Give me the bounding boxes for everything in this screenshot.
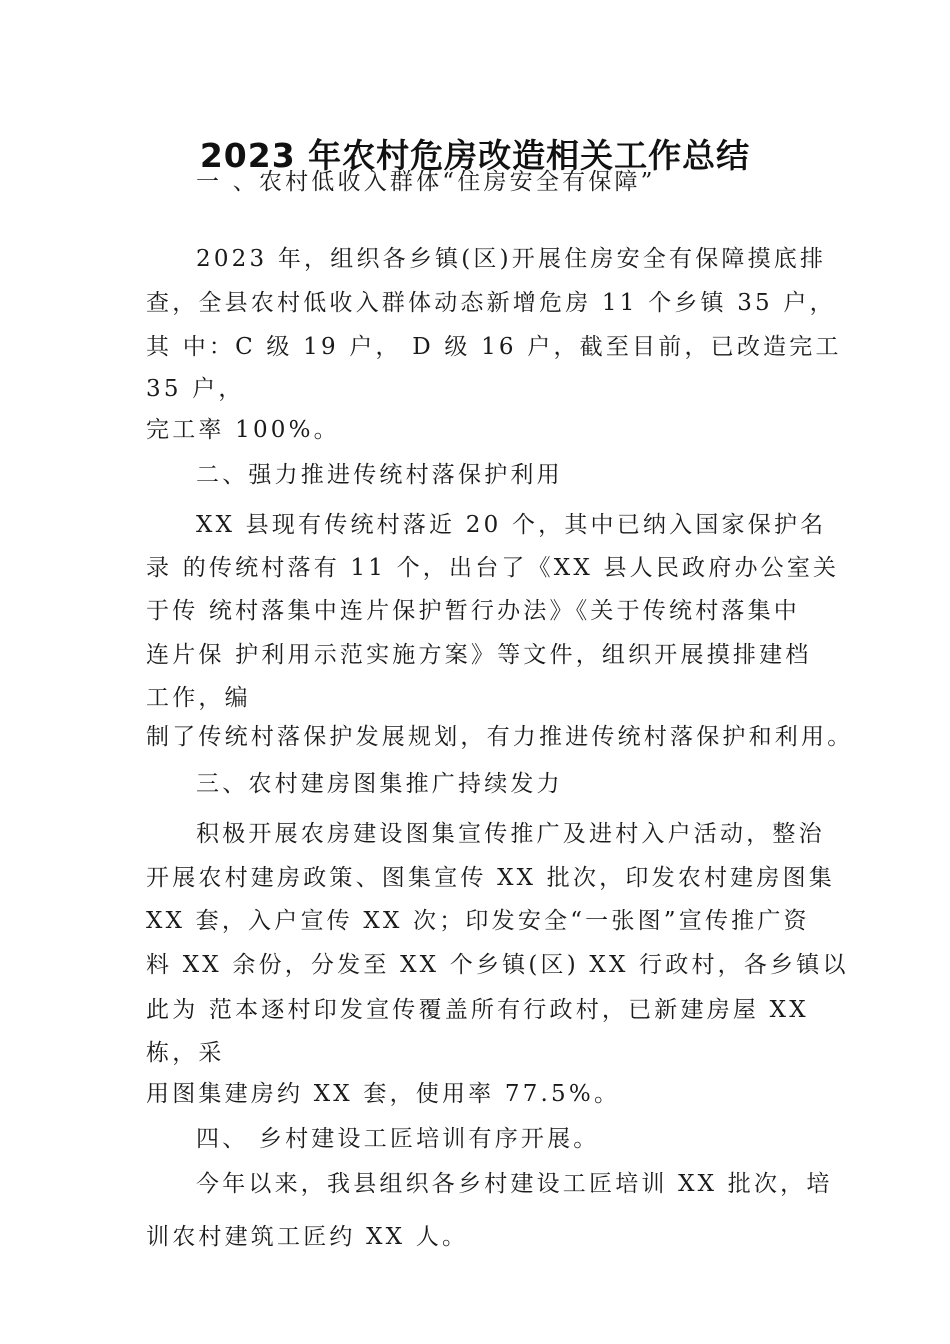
paragraph-line: 35 户， xyxy=(146,376,245,402)
paragraph-line: XX 套，入户宣传 XX 次；印发安全“一张图”宣传推广资 xyxy=(146,908,810,934)
section-heading-1: 一 、农村低收入群体“住房安全有保障” xyxy=(196,169,656,195)
paragraph-line: 查，全县农村低收入群体动态新增危房 11 个乡镇 35 户， xyxy=(146,290,836,316)
paragraph-line: 积极开展农房建设图集宣传推广及进村入户活动，整治 xyxy=(196,821,825,847)
paragraph-line: 连片保 护利用示范实施方案》等文件，组织开展摸排建档 xyxy=(146,642,812,668)
paragraph-line: XX 县现有传统村落近 20 个，其中已纳入国家保护名 xyxy=(196,512,827,538)
paragraph-line: 录 的传统村落有 11 个，出台了《XX 县人民政府办公室关 xyxy=(146,555,840,581)
section-heading-2: 二、强力推进传统村落保护利用 xyxy=(196,462,563,488)
paragraph-line: 完工率 100%。 xyxy=(146,417,340,443)
paragraph-line: 工作，编 xyxy=(146,685,251,711)
paragraph-line: 于传 统村落集中连片保护暂行办法》《关于传统村落集中 xyxy=(146,598,801,624)
paragraph-line: 栋，采 xyxy=(146,1040,225,1066)
paragraph-line: 制了传统村落保护发展规划，有力推进传统村落保护和利用。 xyxy=(146,724,854,750)
paragraph-line: 料 XX 余份，分发至 XX 个乡镇(区) XX 行政村，各乡镇以 xyxy=(146,952,849,978)
document-title: 2023 年农村危房改造相关工作总结 xyxy=(199,136,751,175)
paragraph-line: 此为 范本逐村印发宣传覆盖所有行政村，已新建房屋 XX xyxy=(146,997,809,1023)
paragraph-line: 今年以来，我县组织各乡村建设工匠培训 XX 批次，培 xyxy=(196,1171,833,1197)
paragraph-line: 用图集建房约 XX 套，使用率 77.5%。 xyxy=(146,1081,621,1107)
section-heading-3: 三、农村建房图集推广持续发力 xyxy=(196,771,563,797)
paragraph-line: 训农村建筑工匠约 XX 人。 xyxy=(146,1224,469,1250)
paragraph-line: 其 中：C 级 19 户， D 级 16 户，截至目前，已改造完工 xyxy=(146,334,842,360)
paragraph-line: 2023 年，组织各乡镇(区)开展住房安全有保障摸底排 xyxy=(196,246,827,272)
paragraph-line: 开展农村建房政策、图集宣传 XX 批次，印发农村建房图集 xyxy=(146,865,835,891)
section-heading-4: 四、 乡村建设工匠培训有序开展。 xyxy=(196,1126,600,1152)
